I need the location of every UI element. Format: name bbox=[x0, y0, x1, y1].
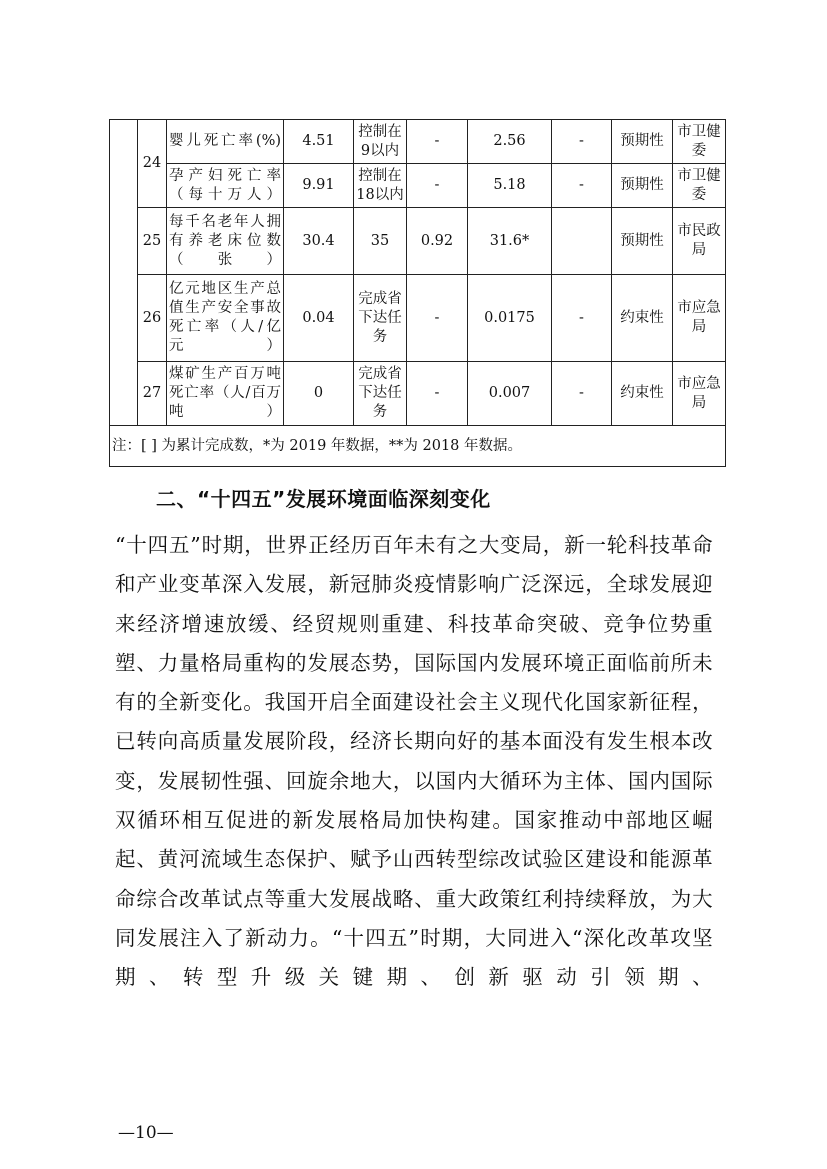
target-value: 控制在9以内 bbox=[354, 120, 407, 164]
indicator-name: 孕产妇死亡率（每十万人） bbox=[167, 164, 284, 208]
category-cell bbox=[110, 120, 138, 426]
value-cell bbox=[552, 208, 612, 275]
target-value: 完成省下达任务 bbox=[354, 275, 407, 362]
department-cell: 市卫健委 bbox=[673, 164, 726, 208]
base-value: 4.51 bbox=[284, 120, 354, 164]
nature-cell: 约束性 bbox=[612, 362, 673, 426]
table-row bbox=[110, 362, 726, 426]
department-cell: 市应急局 bbox=[673, 275, 726, 362]
row-number: 25 bbox=[138, 208, 167, 275]
target-value: 35 bbox=[354, 208, 407, 275]
base-value: 9.91 bbox=[284, 164, 354, 208]
value-cell: - bbox=[552, 164, 612, 208]
value-cell: 0.0175 bbox=[468, 275, 552, 362]
section-heading: 二、“十四五”发展环境面临深刻变化 bbox=[156, 487, 491, 511]
table-row bbox=[110, 120, 726, 164]
value-cell: 5.18 bbox=[468, 164, 552, 208]
nature-cell: 约束性 bbox=[612, 275, 673, 362]
target-value: 完成省下达任务 bbox=[354, 362, 407, 426]
value-cell: - bbox=[407, 275, 468, 362]
indicator-name: 每千名老年人拥有养老床位数（张） bbox=[167, 208, 284, 275]
nature-cell: 预期性 bbox=[612, 208, 673, 275]
base-value: 0 bbox=[284, 362, 354, 426]
row-number: 24 bbox=[138, 120, 167, 208]
department-cell: 市应急局 bbox=[673, 362, 726, 426]
value-cell: - bbox=[407, 164, 468, 208]
indicator-name: 煤矿生产百万吨死亡率（人/百万吨） bbox=[167, 362, 284, 426]
table-row bbox=[110, 208, 726, 275]
value-cell: - bbox=[407, 120, 468, 164]
value-cell: - bbox=[407, 362, 468, 426]
base-value: 0.04 bbox=[284, 275, 354, 362]
table-row bbox=[110, 164, 726, 208]
indicator-name: 婴儿死亡率(%) bbox=[167, 120, 284, 164]
value-cell: 31.6* bbox=[468, 208, 552, 275]
value-cell: - bbox=[552, 120, 612, 164]
row-number: 27 bbox=[138, 362, 167, 426]
base-value: 30.4 bbox=[284, 208, 354, 275]
department-cell: 市民政局 bbox=[673, 208, 726, 275]
nature-cell: 预期性 bbox=[612, 120, 673, 164]
nature-cell: 预期性 bbox=[612, 164, 673, 208]
indicator-name: 亿元地区生产总值生产安全事故死亡率（人/亿元） bbox=[167, 275, 284, 362]
row-number: 26 bbox=[138, 275, 167, 362]
body-paragraph: “十四五”时期，世界正经历百年未有之大变局，新一轮科技革命和产业变革深入发展，新冠肺炎疫情影响广泛深远，全球发展迎来经济增速放缓、经贸规则重建、科技革命突破、竞争位势重塑、力量格局重构的发展态势，国际国内发展环境正面临前所未有的全新变化。我国开启全面建设社会主义现代化国家新征程，已转向高质量发展阶段，经济长期向好的基本面没有发生根本改变，发展韧性强、回旋余地大，以国内大循环为主体、国内国际双循环相互促进的新发展格局加快构建。国家推动中部地区崛起、黄河流域生态保护、赋予山西转型综改试验区建设和能源革命综合改革试点等重大发展战略、重大政策红利持续释放，为大同发展注入了新动力。“十四五”时期，大同进入“深化改革攻坚期、转型升级关键期、创新驱动引领期、 bbox=[115, 533, 713, 990]
table-row bbox=[110, 275, 726, 362]
table-note-row bbox=[110, 426, 726, 467]
table-note: 注：[ ] 为累计完成数，*为 2019 年数据，**为 2018 年数据。 bbox=[110, 426, 726, 467]
indicator-table bbox=[109, 119, 726, 467]
value-cell: - bbox=[552, 362, 612, 426]
value-cell: 0.007 bbox=[468, 362, 552, 426]
value-cell: - bbox=[552, 275, 612, 362]
department-cell: 市卫健委 bbox=[673, 120, 726, 164]
page-number: —10— bbox=[118, 1123, 174, 1143]
value-cell: 0.92 bbox=[407, 208, 468, 275]
value-cell: 2.56 bbox=[468, 120, 552, 164]
target-value: 控制在18以内 bbox=[354, 164, 407, 208]
